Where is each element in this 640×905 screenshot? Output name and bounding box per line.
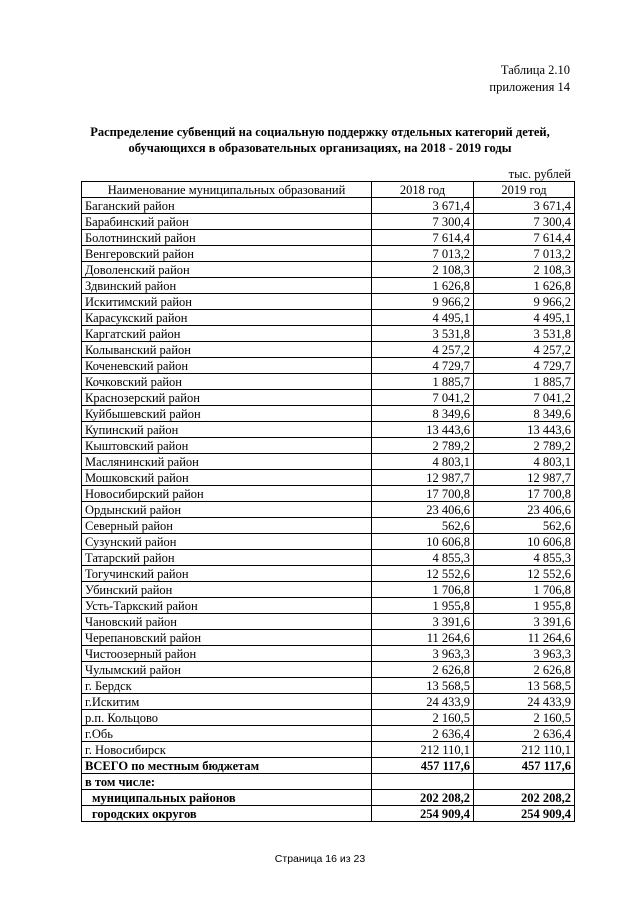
value-2019: 12 552,6 <box>474 566 575 582</box>
column-header-2019: 2019 год <box>474 182 575 198</box>
value-2018: 2 626,8 <box>372 662 474 678</box>
table-row <box>82 374 575 390</box>
subsidy-table <box>81 181 575 822</box>
subtotal-label: муниципальных районов <box>82 790 372 806</box>
value-2018: 17 700,8 <box>372 486 474 502</box>
value-2019: 1 706,8 <box>474 582 575 598</box>
subtotal-2018: 202 208,2 <box>372 790 474 806</box>
value-2019: 11 264,6 <box>474 630 575 646</box>
value-2019: 12 987,7 <box>474 470 575 486</box>
including-row <box>82 774 575 790</box>
municipality-name: Болотнинский район <box>82 230 372 246</box>
value-2018: 4 495,1 <box>372 310 474 326</box>
value-2019: 4 495,1 <box>474 310 575 326</box>
municipality-name: Мошковский район <box>82 470 372 486</box>
value-2018: 13 443,6 <box>372 422 474 438</box>
municipality-name: Доволенский район <box>82 262 372 278</box>
table-row <box>82 486 575 502</box>
municipality-name: г.Обь <box>82 726 372 742</box>
title-line-1: Распределение субвенций на социальную поддержку отдельных категорий детей, <box>90 125 550 139</box>
table-row <box>82 550 575 566</box>
value-2019: 2 108,3 <box>474 262 575 278</box>
value-2018: 8 349,6 <box>372 406 474 422</box>
total-label: ВСЕГО по местным бюджетам <box>82 758 372 774</box>
municipality-name: Барабинский район <box>82 214 372 230</box>
value-2019: 4 855,3 <box>474 550 575 566</box>
units-label: тыс. рублей <box>508 167 571 181</box>
value-2019: 17 700,8 <box>474 486 575 502</box>
municipality-name: г. Бердск <box>82 678 372 694</box>
table-row <box>82 678 575 694</box>
table-row <box>82 262 575 278</box>
value-2019: 1 885,7 <box>474 374 575 390</box>
table-row <box>82 278 575 294</box>
subtotal-2019: 254 909,4 <box>474 806 575 822</box>
value-2018: 3 531,8 <box>372 326 474 342</box>
value-2019: 3 531,8 <box>474 326 575 342</box>
municipality-name: Маслянинский район <box>82 454 372 470</box>
municipality-name: Усть-Таркский район <box>82 598 372 614</box>
value-2018: 2 789,2 <box>372 438 474 454</box>
municipality-name: Кочковский район <box>82 374 372 390</box>
table-row <box>82 470 575 486</box>
value-2018: 212 110,1 <box>372 742 474 758</box>
municipality-name: Тогучинский район <box>82 566 372 582</box>
value-2018: 3 391,6 <box>372 614 474 630</box>
table-row <box>82 566 575 582</box>
municipality-name: Черепановский район <box>82 630 372 646</box>
value-2019: 3 391,6 <box>474 614 575 630</box>
municipality-name: г. Новосибирск <box>82 742 372 758</box>
value-2019: 9 966,2 <box>474 294 575 310</box>
value-2018: 2 160,5 <box>372 710 474 726</box>
municipality-name: Купинский район <box>82 422 372 438</box>
value-2018: 4 257,2 <box>372 342 474 358</box>
table-row <box>82 534 575 550</box>
table-row <box>82 390 575 406</box>
table-row <box>82 726 575 742</box>
value-2019: 2 626,8 <box>474 662 575 678</box>
table-row <box>82 310 575 326</box>
value-2019: 7 614,4 <box>474 230 575 246</box>
value-2019: 3 671,4 <box>474 198 575 214</box>
table-summary <box>82 758 575 822</box>
table-body <box>82 198 575 758</box>
table-row <box>82 198 575 214</box>
municipality-name: Сузунский район <box>82 534 372 550</box>
value-2018: 12 987,7 <box>372 470 474 486</box>
municipality-name: Чистоозерный район <box>82 646 372 662</box>
value-2018: 1 626,8 <box>372 278 474 294</box>
value-2018: 4 729,7 <box>372 358 474 374</box>
municipality-name: Кыштовский район <box>82 438 372 454</box>
table-row <box>82 454 575 470</box>
table-row <box>82 582 575 598</box>
value-2018: 1 955,8 <box>372 598 474 614</box>
including-empty-2018 <box>372 774 474 790</box>
municipality-name: Колыванский район <box>82 342 372 358</box>
municipality-name: Убинский район <box>82 582 372 598</box>
value-2018: 1 706,8 <box>372 582 474 598</box>
subtotal-2018: 254 909,4 <box>372 806 474 822</box>
table-row <box>82 246 575 262</box>
value-2018: 13 568,5 <box>372 678 474 694</box>
column-header-name: Наименование муниципальных образований <box>82 182 372 198</box>
table-row <box>82 742 575 758</box>
table-row <box>82 326 575 342</box>
value-2019: 7 013,2 <box>474 246 575 262</box>
document-title <box>60 125 580 156</box>
table-row <box>82 710 575 726</box>
value-2018: 2 636,4 <box>372 726 474 742</box>
municipality-name: г.Искитим <box>82 694 372 710</box>
value-2018: 7 013,2 <box>372 246 474 262</box>
table-row <box>82 646 575 662</box>
value-2019: 1 626,8 <box>474 278 575 294</box>
value-2019: 7 300,4 <box>474 214 575 230</box>
total-2018: 457 117,6 <box>372 758 474 774</box>
table-reference <box>489 62 570 96</box>
value-2018: 12 552,6 <box>372 566 474 582</box>
table-row <box>82 502 575 518</box>
table-row <box>82 230 575 246</box>
value-2018: 11 264,6 <box>372 630 474 646</box>
municipality-name: р.п. Кольцово <box>82 710 372 726</box>
subtotal-2019: 202 208,2 <box>474 790 575 806</box>
value-2019: 4 729,7 <box>474 358 575 374</box>
municipality-name: Куйбышевский район <box>82 406 372 422</box>
table-row <box>82 518 575 534</box>
municipality-name: Каргатский район <box>82 326 372 342</box>
value-2019: 4 803,1 <box>474 454 575 470</box>
municipality-name: Карасукский район <box>82 310 372 326</box>
column-header-2018: 2018 год <box>372 182 474 198</box>
value-2019: 24 433,9 <box>474 694 575 710</box>
municipality-name: Коченевский район <box>82 358 372 374</box>
table-row <box>82 438 575 454</box>
value-2018: 3 963,3 <box>372 646 474 662</box>
value-2018: 24 433,9 <box>372 694 474 710</box>
value-2019: 2 160,5 <box>474 710 575 726</box>
municipality-name: Чулымский район <box>82 662 372 678</box>
appendix-number: приложения 14 <box>489 80 570 94</box>
municipality-name: Новосибирский район <box>82 486 372 502</box>
page-number: Страница 16 из 23 <box>274 853 366 865</box>
table-row <box>82 662 575 678</box>
value-2019: 2 636,4 <box>474 726 575 742</box>
value-2019: 8 349,6 <box>474 406 575 422</box>
value-2019: 2 789,2 <box>474 438 575 454</box>
value-2018: 4 855,3 <box>372 550 474 566</box>
total-2019: 457 117,6 <box>474 758 575 774</box>
total-row <box>82 758 575 774</box>
municipality-name: Искитимский район <box>82 294 372 310</box>
value-2019: 10 606,8 <box>474 534 575 550</box>
value-2018: 10 606,8 <box>372 534 474 550</box>
table-row <box>82 342 575 358</box>
value-2019: 7 041,2 <box>474 390 575 406</box>
municipality-name: Северный район <box>82 518 372 534</box>
value-2018: 7 300,4 <box>372 214 474 230</box>
value-2018: 562,6 <box>372 518 474 534</box>
value-2019: 13 568,5 <box>474 678 575 694</box>
including-empty-2019 <box>474 774 575 790</box>
table-row <box>82 294 575 310</box>
value-2019: 212 110,1 <box>474 742 575 758</box>
value-2018: 3 671,4 <box>372 198 474 214</box>
including-label: в том числе: <box>82 774 372 790</box>
value-2019: 1 955,8 <box>474 598 575 614</box>
municipality-name: Здвинский район <box>82 278 372 294</box>
municipality-name: Чановский район <box>82 614 372 630</box>
table-number: Таблица 2.10 <box>500 63 570 77</box>
subtotal-row-districts <box>82 790 575 806</box>
value-2018: 4 803,1 <box>372 454 474 470</box>
value-2018: 1 885,7 <box>372 374 474 390</box>
table-row <box>82 406 575 422</box>
value-2018: 9 966,2 <box>372 294 474 310</box>
table-header-row <box>82 182 575 198</box>
value-2019: 23 406,6 <box>474 502 575 518</box>
subtotal-label: городских округов <box>82 806 372 822</box>
municipality-name: Татарский район <box>82 550 372 566</box>
value-2019: 3 963,3 <box>474 646 575 662</box>
municipality-name: Краснозерский район <box>82 390 372 406</box>
municipality-name: Баганский район <box>82 198 372 214</box>
value-2018: 7 614,4 <box>372 230 474 246</box>
table-row <box>82 598 575 614</box>
subtotal-row-urban <box>82 806 575 822</box>
table-row <box>82 358 575 374</box>
title-line-2: обучающихся в образовательных организациях, на 2018 - 2019 годы <box>128 140 512 155</box>
value-2019: 4 257,2 <box>474 342 575 358</box>
table-row <box>82 214 575 230</box>
value-2018: 23 406,6 <box>372 502 474 518</box>
table-row <box>82 422 575 438</box>
value-2019: 562,6 <box>474 518 575 534</box>
municipality-name: Ордынский район <box>82 502 372 518</box>
table-row <box>82 630 575 646</box>
value-2018: 7 041,2 <box>372 390 474 406</box>
value-2018: 2 108,3 <box>372 262 474 278</box>
value-2019: 13 443,6 <box>474 422 575 438</box>
municipality-name: Венгеровский район <box>82 246 372 262</box>
table-row <box>82 614 575 630</box>
table-row <box>82 694 575 710</box>
